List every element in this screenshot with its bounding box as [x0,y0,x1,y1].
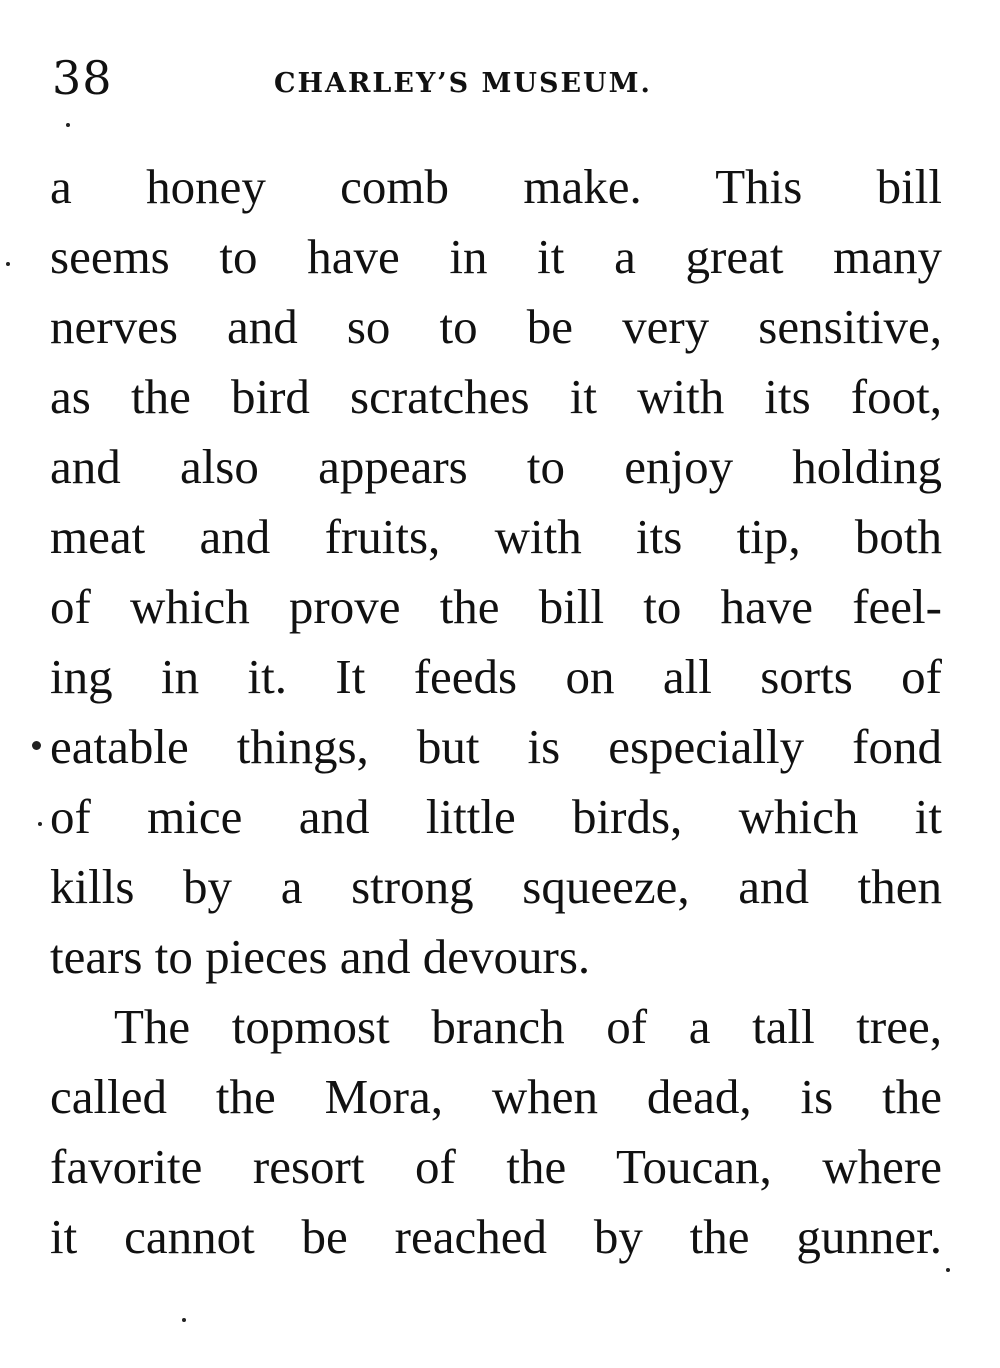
page-header [52,50,952,110]
text-line: favorite resort of the Toucan, where [50,1139,942,1194]
text-line: eatable things, but is especially fond [50,719,942,774]
text-line: ing in it. It feeds on all sorts of [50,649,942,704]
scan-speck [6,262,10,266]
text-line: seems to have in it a great many [50,229,942,284]
text-line: kills by a strong squeeze, and then [50,859,942,914]
text-line: as the bird scratches it with its foot, [50,369,942,424]
text-line: it cannot be reached by the gunner. [50,1209,942,1264]
text-line: nerves and so to be very sensitive, [50,299,942,354]
scan-speck [38,822,42,826]
scan-speck [946,1268,950,1272]
running-head: CHARLEY’S MUSEUM. [274,68,652,99]
text-line: and also appears to enjoy holding [50,439,942,494]
scan-speck [182,1318,186,1322]
text-line: tears to pieces and devours. [50,929,591,984]
text-line: a honey comb make. This bill [50,159,942,214]
body-text [50,152,942,1272]
scan-speck [32,741,41,750]
scan-speck [66,123,70,127]
text-line: called the Mora, when dead, is the [50,1069,942,1124]
paragraph-start-line: The topmost branch of a tall tree, [114,999,942,1054]
text-line: of mice and little birds, which it [50,789,942,844]
page-number: 38 [52,51,113,105]
text-line: meat and fruits, with its tip, both [50,509,942,564]
text-line: of which prove the bill to have feel- [50,579,942,634]
